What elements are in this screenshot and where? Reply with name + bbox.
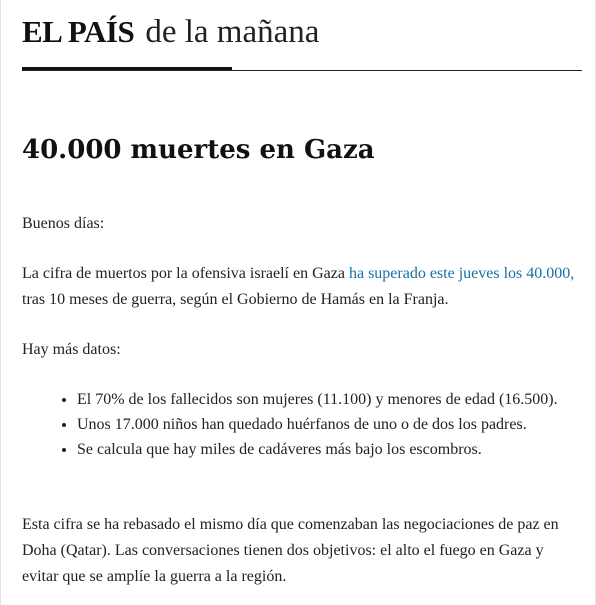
section-title: de la mañana [145,14,320,50]
article-headline: 40.000 muertes en Gaza [22,135,375,165]
masthead-divider [22,70,582,71]
outro-paragraph: Esta cifra se ha rebasado el mismo día que comenzaban las negociaciones de paz en Doha (Qatar). Las conversaciones tienen dos objetivos: el alto el fuego en Gaza y evitar que se amplíe la guerra a la región. [22,516,559,585]
masthead [22,14,319,51]
article-link[interactable]: ha superado este jueves los 40.000, [348,265,575,282]
facts-list [22,387,578,462]
intro-paragraph [22,261,578,313]
greeting-paragraph: Buenos días: [22,215,105,232]
list-item: • Unos 17.000 niños han quedado huérfanos de uno o de dos los padres. [77,412,578,437]
list-item: • El 70% de los fallecidos son mujeres (11.100) y menores de edad (16.500). [77,387,578,412]
brand-logo[interactable]: EL PAÍS [22,14,135,49]
intro-text-end: tras 10 meses de guerra, según el Gobierno de Hamás en la Franja. [22,291,449,308]
list-item: • Se calcula que hay miles de cadáveres más bajo los escombros. [77,437,578,462]
more-data-paragraph: Hay más datos: [22,341,121,358]
intro-text-start: La cifra de muertos por la ofensiva israelí en Gaza [22,265,349,282]
